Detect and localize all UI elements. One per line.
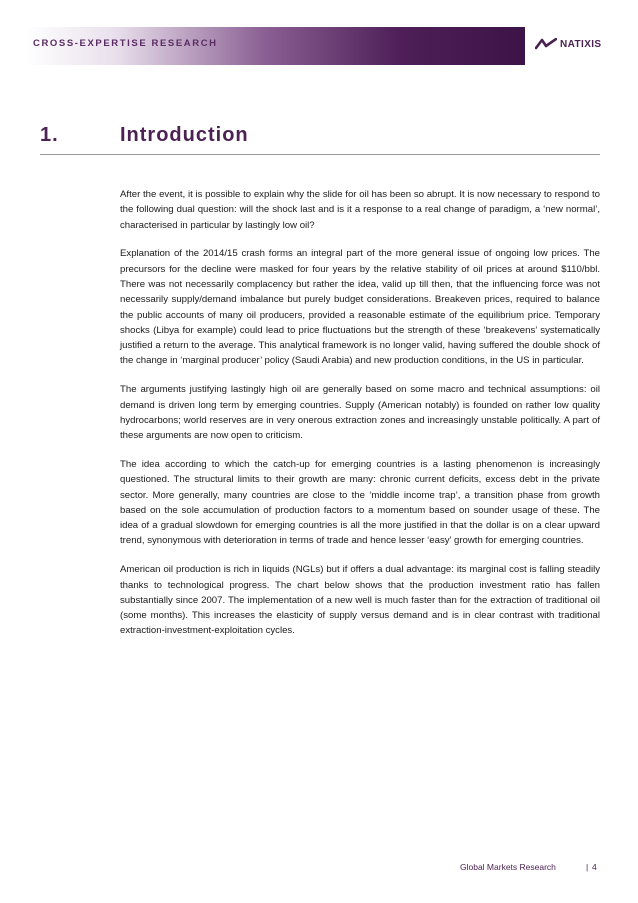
- page-number: 4: [592, 862, 597, 872]
- section-number: 1.: [40, 124, 59, 146]
- section-title: Introduction: [120, 124, 249, 146]
- natixis-logo: [535, 36, 615, 52]
- logo-text: NATIXIS: [560, 38, 602, 50]
- footer-separator: |: [586, 862, 589, 872]
- section-heading: [40, 124, 600, 155]
- paragraph: The arguments justifying lastingly high oil are generally based on some macro and technical assumptions: oil demand is driven long term by emerging countries. Supply (American notably) is founded on rather low quality hydrocarbons; world reserves are in very onerous extraction zones and increasingly unstable politically. A part of these arguments are now open to criticism.: [120, 384, 600, 442]
- paragraph: Explanation of the 2014/15 crash forms an integral part of the more general issue of ongoing low prices. The precursors for the decline were masked for four years by the relative stability of oil prices at around $110/bbl. There was not necessarily complacency but rather the idea, valid up till then, that the influencing force was not necessarily supply/demand imbalance but purely budget considerations. Breakeven prices, required to balance the public accounts of many oil producers, provided a reasonable estimate of the equilibrium price. Temporary shocks (Libya for example) could lead to price fluctuations but the strength of these ‘breakevens’ systematically justified a return to the average. This analytical framework is no longer valid, having suffered the double shock of the change in ‘marginal producer’ policy (Saudi Arabia) and new production conditions, in the US in particular.: [120, 248, 600, 367]
- page-footer: [0, 862, 638, 876]
- header-banner: [25, 27, 525, 65]
- footer-label: Global Markets Research: [460, 862, 556, 872]
- paragraph: After the event, it is possible to explain why the slide for oil has been so abrupt. It is now necessary to respond to the following dual question: will the shock last and is it a response to a real change of paradigm, a ‘new normal’, characterised in particular by lastingly low oil?: [120, 189, 600, 231]
- banner-title: CROSS-EXPERTISE RESEARCH: [33, 38, 218, 49]
- natixis-swoosh-icon: [535, 38, 557, 50]
- paragraph: The idea according to which the catch-up for emerging countries is a lasting phenomenon is increasingly questioned. The structural limits to their growth are many: chronic current deficits, excess debt in the private sector. More generally, many countries are close to the ‘middle income trap’, a transition phase from growth based on the sole accumulation of production factors to a momentum based on sounder usage of these. The idea of a gradual slowdown for emerging countries is all the more justified in that the dollar is on a clear upward trend, synonymous with deterioration in terms of trade and hence lesser ‘easy’ growth for emerging countries.: [120, 458, 600, 547]
- paragraph: American oil production is rich in liquids (NGLs) but if offers a dual advantage: its marginal cost is falling steadily thanks to technological progress. The chart below shows that the production investment ratio has fallen substantially since 2007. The implementation of a new well is much faster than for the extraction of traditional oil (some months). This increases the elasticity of supply versus demand and is in clear contrast with traditional extraction-investment-exploitation cycles.: [120, 564, 600, 637]
- body-text: [120, 187, 600, 652]
